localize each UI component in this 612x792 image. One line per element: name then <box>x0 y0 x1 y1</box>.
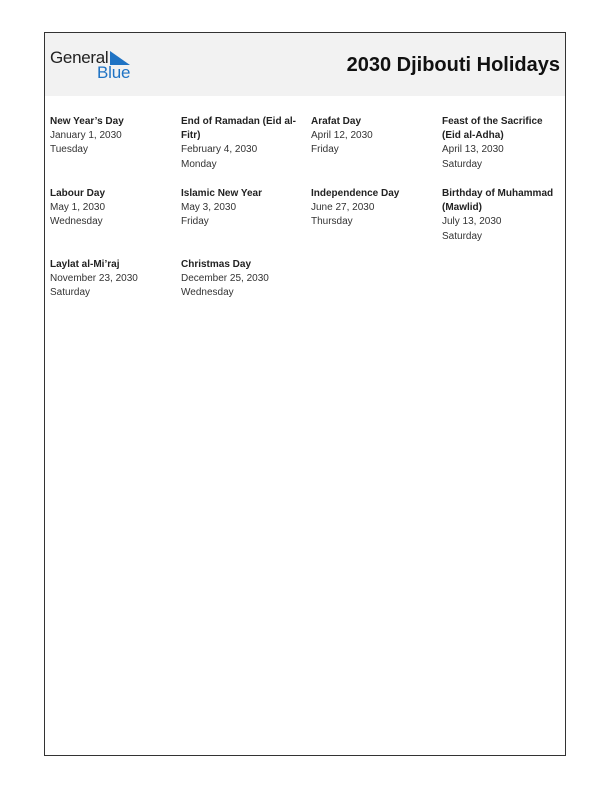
holiday-date: April 12, 2030 <box>311 130 373 142</box>
holiday-name: Christmas Day <box>181 259 252 270</box>
holiday-weekday: Friday <box>181 216 209 228</box>
holiday-date: July 13, 2030 <box>442 216 502 228</box>
holiday-item <box>50 115 172 158</box>
holiday-date: April 13, 2030 <box>442 144 504 156</box>
page-header <box>45 33 565 96</box>
holiday-weekday: Wednesday <box>50 216 103 228</box>
holiday-name: End of Ramadan (Eid al-Fitr) <box>181 116 297 142</box>
holiday-name: Islamic New Year <box>181 188 262 199</box>
holiday-date: June 27, 2030 <box>311 202 375 214</box>
holiday-item <box>181 258 303 301</box>
holiday-item <box>442 187 558 244</box>
calendar-page <box>44 32 566 756</box>
holiday-name: Birthday of Muhammad (Mawlid) <box>442 188 554 214</box>
generalblue-logo <box>50 48 140 84</box>
holiday-weekday: Saturday <box>50 287 91 299</box>
holiday-name: Labour Day <box>50 188 106 199</box>
holiday-weekday: Wednesday <box>181 287 234 299</box>
holiday-item <box>50 258 172 301</box>
holiday-weekday: Tuesday <box>50 144 88 156</box>
holiday-date: January 1, 2030 <box>50 130 122 142</box>
holiday-date: December 25, 2030 <box>181 273 269 285</box>
holiday-date: May 3, 2030 <box>181 202 237 214</box>
holiday-name: New Year’s Day <box>50 116 124 127</box>
holiday-date: May 1, 2030 <box>50 202 106 214</box>
holiday-name: Laylat al-Mi’raj <box>50 259 120 270</box>
logo-text-general: General <box>50 48 109 67</box>
holiday-item <box>181 115 299 172</box>
holiday-item <box>442 115 558 172</box>
holiday-name: Independence Day <box>311 188 400 199</box>
holiday-date: November 23, 2030 <box>50 273 138 285</box>
holiday-weekday: Thursday <box>311 216 353 228</box>
holiday-weekday: Saturday <box>442 230 483 242</box>
holiday-weekday: Saturday <box>442 158 483 170</box>
holiday-item <box>311 115 433 158</box>
page-title: 2030 Djibouti Holidays <box>346 54 560 76</box>
holiday-weekday: Monday <box>181 158 217 170</box>
holiday-item <box>311 187 433 230</box>
holiday-item <box>181 187 303 230</box>
logo-text-blue: Blue <box>97 63 131 82</box>
holiday-item <box>50 187 172 230</box>
holiday-name: Feast of the Sacrifice (Eid al-Adha) <box>442 116 543 142</box>
holiday-date: February 4, 2030 <box>181 144 258 156</box>
holiday-weekday: Friday <box>311 144 339 156</box>
holiday-name: Arafat Day <box>311 116 362 127</box>
